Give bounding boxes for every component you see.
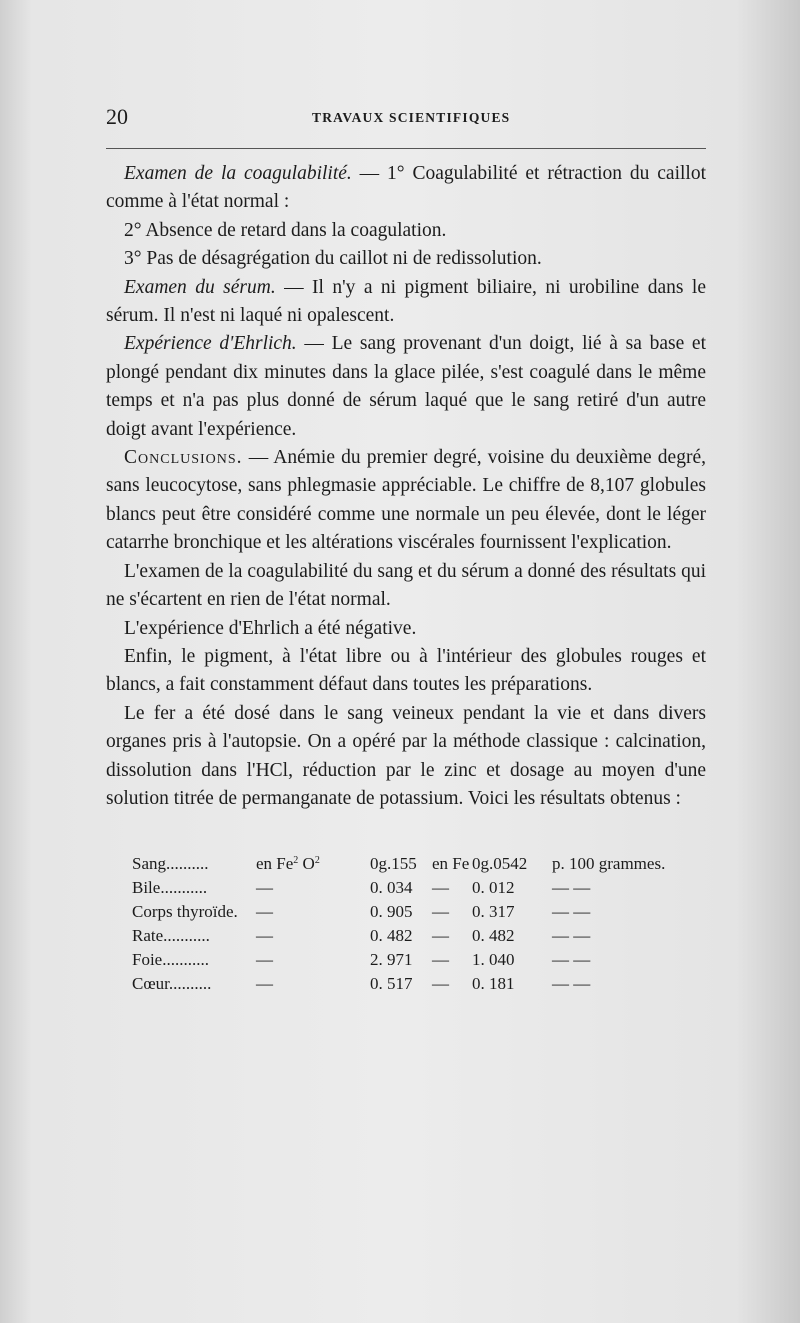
paragraph-lead: Expérience d'Ehrlich. [124, 333, 297, 355]
fe-cell: — [432, 926, 449, 945]
paragraph-coagulation [106, 160, 706, 217]
table-body [132, 876, 692, 996]
paragraph-ehrlich [106, 330, 706, 444]
unit-cell: — [256, 926, 273, 945]
paragraph-lead: Conclusions. [124, 447, 243, 469]
iron-results-table [132, 852, 692, 996]
organ-cell: Rate........... [132, 926, 210, 945]
paragraph-text: 2° Absence de retard dans la coagulation. [124, 219, 447, 241]
organ-cell: Bile........... [132, 878, 208, 897]
organ-cell: Corps thyroïde. [132, 902, 238, 921]
table-row [132, 972, 692, 996]
unit-superscript: 2 [293, 855, 299, 866]
paragraph-text: L'expérience d'Ehrlich a été négative. [124, 617, 417, 639]
organ-cell: Sang.......... [132, 854, 209, 873]
fe-cell: — [432, 878, 449, 897]
running-title: TRAVAUX SCIENTIFIQUES [312, 110, 511, 125]
organ-cell: Foie........... [132, 950, 209, 969]
paragraph-text: 3° Pas de désagrégation du caillot ni de redissolution. [124, 248, 542, 270]
value-cell: 0. 012 [472, 878, 515, 897]
paragraph-conclusions [106, 444, 706, 558]
paragraph-text: — 1° Coagulabilité et rétraction du caillot comme à l'état normal : [106, 163, 707, 213]
paragraph-coagulation-summary [106, 558, 706, 615]
value-cell: 0. 517 [370, 974, 413, 993]
unit-superscript: 2 [314, 855, 320, 866]
body-text [106, 160, 706, 813]
value-cell: 0. 034 [370, 878, 413, 897]
fe-cell: — [432, 950, 449, 969]
fe-cell: en Fe [432, 854, 470, 873]
paragraph-text: — Anémie du premier degré, voisine du deuxième degré, sans leucocytose, sans phlegmasie appréciable. Le chiffre de 8,107 globules blancs peut être considéré comme une normale un peu élevée, dont le léger catarrhe bronchique et les altérations viscérales fournissent l'explication. [106, 447, 706, 554]
paragraph-text: Enfin, le pigment, à l'état libre ou à l'intérieur des globules rouges et blancs, a fait constamment défaut dans toutes les préparations. [106, 645, 706, 696]
paragraph-serum [106, 274, 706, 331]
table-row [132, 924, 692, 948]
paragraph-text: — Il n'y a ni pigment biliaire, ni urobiline dans le sérum. Il n'est ni laqué ni opalescent. [106, 276, 706, 327]
value-cell: 0g.155 [370, 854, 417, 873]
paragraph-lead: Examen de la coagulabilité. [124, 163, 352, 184]
paragraph-iron [106, 700, 706, 814]
value-cell: 0. 482 [472, 926, 515, 945]
unit-prefix: en Fe [256, 854, 294, 873]
tail-cell: — — [552, 878, 591, 897]
value-cell: 0. 482 [370, 926, 413, 945]
value-cell: 2. 971 [370, 950, 413, 969]
unit-cell: — [256, 974, 273, 993]
organ-cell: Cœur.......... [132, 974, 212, 993]
paragraph-ehrlich-result [106, 615, 706, 643]
value-cell: 0. 181 [472, 974, 515, 993]
unit-cell [256, 852, 320, 876]
paragraph-text: L'examen de la coagulabilité du sang et du sérum a donné des résultats qui ne s'écartent en rien de l'état normal. [106, 560, 706, 611]
tail-cell: — — [552, 926, 591, 945]
page-number: 20 [106, 104, 128, 129]
tail-cell: — — [552, 902, 591, 921]
header-rule [106, 148, 706, 149]
page-header [106, 104, 706, 132]
unit-cell: — [256, 902, 273, 921]
paragraph-text: — Le sang provenant d'un doigt, lié à sa base et plongé pendant dix minutes dans la glace pilée, s'est coagulé dans le même temps et n'a pas plus donné de sérum laqué que le sang retiré d'un autre doigt avant l'expérience. [106, 333, 706, 440]
value-cell: 0. 905 [370, 902, 413, 921]
paragraph-lead: Examen du sérum. [124, 276, 276, 298]
unit-cell: — [256, 878, 273, 897]
paragraph-text: Le fer a été dosé dans le sang veineux pendant la vie et dans divers organes pris à l'autopsie. On a opéré par la méthode classique : calcination, dissolution dans l'HCl, réduction par le zinc et dosage au moyen d'une solution titrée de permanganate de potassium. Voici les résultats obtenus : [106, 702, 706, 809]
value-cell: 1. 040 [472, 950, 515, 969]
tail-cell: — — [552, 974, 591, 993]
value-cell: 0. 317 [472, 902, 515, 921]
table-row [132, 876, 692, 900]
fe-cell: — [432, 974, 449, 993]
tail-cell: — — [552, 950, 591, 969]
unit-mid: O [298, 854, 315, 873]
value-cell: 0g.0542 [472, 854, 528, 873]
tail-cell: p. 100 grammes. [552, 854, 666, 873]
paragraph-item-2 [106, 217, 706, 245]
fe-cell: — [432, 902, 449, 921]
table-row [132, 852, 692, 876]
paragraph-pigment [106, 643, 706, 700]
table-row [132, 900, 692, 924]
unit-cell: — [256, 950, 273, 969]
paragraph-item-3 [106, 245, 706, 273]
table-row [132, 948, 692, 972]
